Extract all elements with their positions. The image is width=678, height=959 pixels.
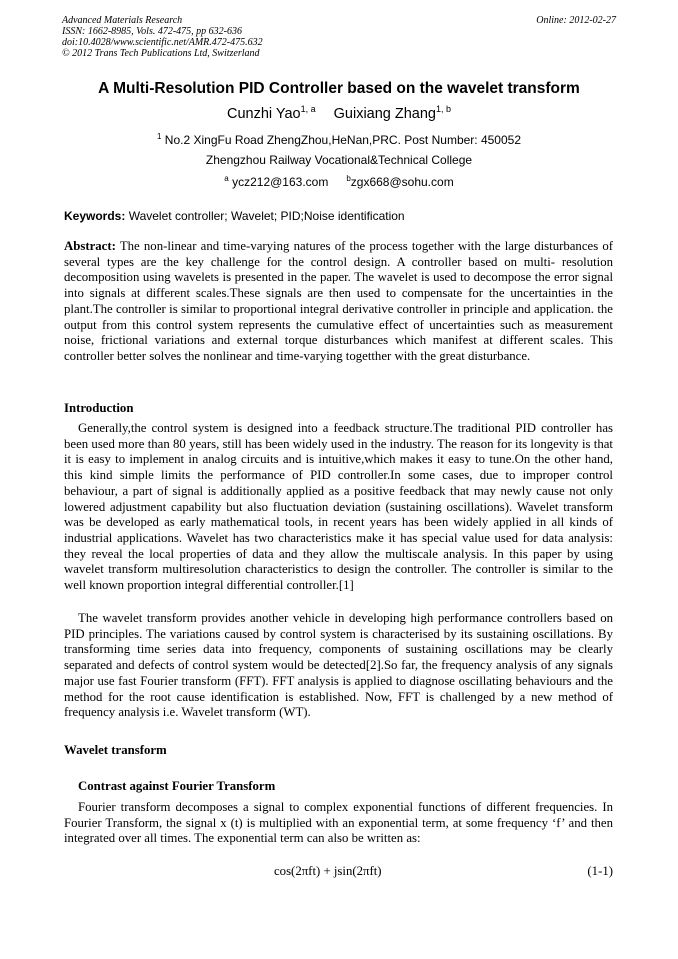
paper-title: A Multi-Resolution PID Controller based on the wavelet transform	[98, 80, 580, 97]
equation-expression: cos(2πft) + jsin(2πft)	[274, 864, 382, 878]
keywords	[64, 209, 616, 223]
author-name: Cunzhi Yao	[226, 105, 301, 122]
journal-name: Advanced Materials Research	[62, 15, 183, 26]
section-heading-introduction: Introduction	[64, 401, 134, 415]
issn-line: ISSN: 1662-8985, Vols. 472-475, pp 632-636	[62, 26, 242, 37]
section-heading-wavelet: Wavelet transform	[64, 743, 167, 757]
author-list	[0, 104, 678, 122]
journal-header	[62, 15, 616, 59]
introduction-paragraph-1: Generally,the control system is designed into a feedback structure.The traditional PID controller has been used more than 80 years, still has been widely used in the industry. The reason for its longevity is that it is easy to implement in analog circuits and is intuitive,which makes it easy to tune.On the other hand, this kind simple limits the performance of PID controller.In some cases, due to improper control behaviour, a part of signal is additionally applied as a positive feedback that may newly cause not only lowered adjustment capability but also fluctuation deviation (sustaining oscillations). Wavelet transform was be developed as early mathematical tools, in recent years has been widely applied in all kinds of industrial applications. Wavelet has two characteristics make it has special value used for data analysis: they reveal the local properties of data and they allow the multiscale analysis. In this paper by using wavelet transform multiresolution characteristics to design the controller. The controller is similar to the well known proportion integral differential controller.[1]	[64, 421, 613, 593]
author-affiliation-mark: 1, b	[436, 104, 452, 114]
online-date: Online: 2012-02-27	[536, 15, 616, 26]
email-b: zgx668@sohu.com	[350, 175, 454, 189]
author-affiliation-mark: 1, a	[300, 104, 316, 114]
address-text: No.2 XingFu Road ZhengZhou,HeNan,PRC. Post Number: 450052	[164, 133, 521, 147]
equation-number: (1-1)	[587, 864, 613, 878]
abstract	[64, 239, 613, 365]
keywords-label: Keywords:	[64, 209, 126, 223]
introduction-paragraph-2: The wavelet transform provides another vehicle in developing high performance controllers based on PID principles. The variations caused by control system is characterised by its sustaining oscillations. By transforming time series data into frequency, components of sustaining oscillations may be clearly separated and defects of control system would be detected[2].So far, the frequency analysis of any signals major use fast Fourier transform (FFT). FFT analysis is applied to diagnose oscillating behaviours and the method for the root cause identification is established. Now, FFT is challenged by a new method of frequency analysis i.e. Wavelet transform (WT).	[64, 611, 613, 720]
email-mark-a: a	[224, 174, 229, 183]
affiliation-institution: Zhengzhou Railway Vocational&Technical College	[205, 153, 473, 167]
email-mark-b: b	[346, 174, 351, 183]
fourier-paragraph: Fourier transform decomposes a signal to complex exponential functions of different frequencies. In Fourier Transform, the signal x (t) is multiplied with an exponential term, at some frequency ‘f’ and then integrated over all times. The exponential term can also be written as:	[64, 800, 613, 846]
subsection-heading-contrast: Contrast against Fourier Transform	[78, 779, 276, 793]
abstract-text: The non-linear and time-varying natures of the process together with the large disturbances of several types are the key challenge for the control design. A controller based on multi- resolution decomposition using wavelets is presented in the paper. The wavelet is used to decompose the error signal into signals at different scales.These signals are then used to compensate for the uncertainties in the plant.The controller is similar to proportional integral derivative controller in principle and application. the output from this control system represents the cumulative effect of uncertainties such as measurement noise, frictional variations and external torque disturbances which manifest at different scales. This controller better solves the nonlinear and time-varying togetther with the great disturbance.	[64, 239, 614, 363]
copyright-line: © 2012 Trans Tech Publications Ltd, Switzerland	[62, 48, 260, 59]
email-a: ycz212@163.com	[232, 175, 329, 189]
author-emails	[0, 174, 678, 189]
keywords-text: Wavelet controller; Wavelet; PID;Noise identification	[128, 209, 405, 223]
affiliation-mark: 1	[157, 132, 162, 141]
author-name: Guixiang Zhang	[333, 105, 436, 122]
doi-line: doi:10.4028/www.scientific.net/AMR.472-475.632	[62, 37, 263, 48]
affiliation-address	[0, 132, 678, 147]
abstract-label: Abstract:	[64, 239, 116, 253]
